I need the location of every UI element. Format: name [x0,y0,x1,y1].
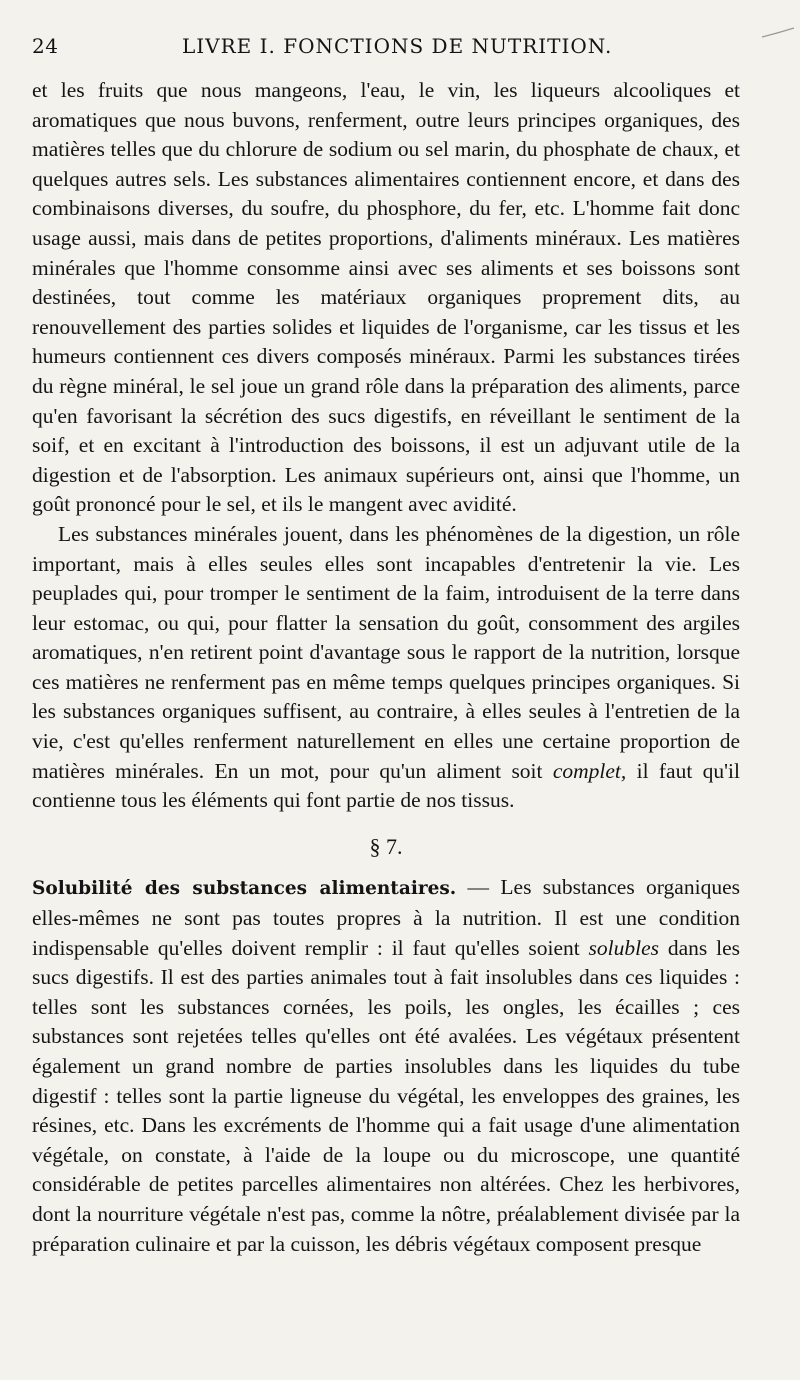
paragraph-3 [32,873,740,1259]
running-head [32,34,772,64]
paragraph-2-emphasis: complet, [552,758,627,783]
section-heading: § 7. [369,833,403,859]
paragraph-3-text: Les substances organiques elles-mêmes ne sont pas toutes propres à la nutrition. Il est une condition indispensable qu'elles doivent remplir : il faut qu'elles soient [32,875,740,960]
em-dash: — [456,875,501,900]
paragraph-2-text: Les substances minérales jouent, dans les phénomènes de la digestion, un rôle important, mais à elles seules elles sont incapables d'entretenir la vie. Les peuplades qui, pour tromper le sentiment de la faim, introduisent de la terre dans leur estomac, ou qui, pour flatter la sensation du goût, consomment des argiles aromatiques, n'en retirent point d'avantage sous le rapport de la nutrition, lorsque ces matières ne renferment pas en même temps quelques principes organiques. Si les substances organiques suffisent, au contraire, à elles seules à l'entretien de la vie, c'est qu'elles renferment naturellement en elles une certaine proportion de matières minérales. En un mot, pour qu'un aliment soit [32,521,740,783]
paragraph-2-text-end: il faut qu'il contienne tous les éléments qui font partie de nos tissus. [32,758,740,813]
page-number: 24 [32,34,59,58]
paragraph-2 [32,520,740,816]
body-text [32,76,740,1259]
pencil-mark-icon [760,26,796,40]
section-run-in-heading: Solubilité des substances alimentaires. [32,878,457,900]
paragraph-3-text-end: dans les sucs digestifs. Il est des parties animales tout à fait insolubles dans ces liquides : telles sont les substances cornées, les poils, les ongles, les écailles ; ces substances sont rejetées telles qu'elles ont été avalées. Les végétaux présentent également un grand nombre de parties insolubles dans les liquides du tube digestif : telles sont la partie ligneuse du végétal, les enveloppes des graines, les résines, etc. Dans les excréments de l'homme qui a fait usage d'une alimentation végétale, on constate, à l'aide de la loupe ou du microscope, une quantité considérable de petites parcelles alimentaires non altérées. Chez les herbivores, dont la nourriture végétale n'est pas, comme la nôtre, préalablement divisée par la préparation culinaire et par la cuisson, les débris végétaux composent presque [32,935,740,1256]
paragraph-1 [32,76,740,520]
paragraph-1-text: et les fruits que nous mangeons, l'eau, le vin, les liqueurs alcooliques et aromatiques que nous buvons, renferment, outre leurs principes organiques, des matières telles que du chlorure de sodium ou sel marin, du phosphate de chaux, et quelques autres sels. Les substances alimentaires contiennent encore, et dans des combinaisons diverses, du soufre, du phosphore, du fer, etc. L'homme fait donc usage aussi, mais dans de petites proportions, d'aliments minéraux. Les matières minérales que l'homme consomme ainsi avec ses aliments et ses boissons sont destinées, tout comme les matériaux organiques proprement dits, au renouvellement des parties solides et liquides de l'organisme, car les tissus et les humeurs contiennent ces divers composés minéraux. Parmi les substances tirées du règne minéral, le sel joue un grand rôle dans la préparation des aliments, parce qu'en favorisant la sécrétion des sucs digestifs, en réveillant le sentiment de la soif, et en excitant à l'introduction des boissons, il est un adjuvant utile de la digestion et de l'absorption. Les animaux supérieurs ont, ainsi que l'homme, un goût prononcé pour le sel, et ils le mangent avec avidité. [32,78,740,517]
running-title: LIVRE I. FONCTIONS DE NUTRITION. [182,34,613,58]
paragraph-3-emphasis: solubles [588,935,660,960]
